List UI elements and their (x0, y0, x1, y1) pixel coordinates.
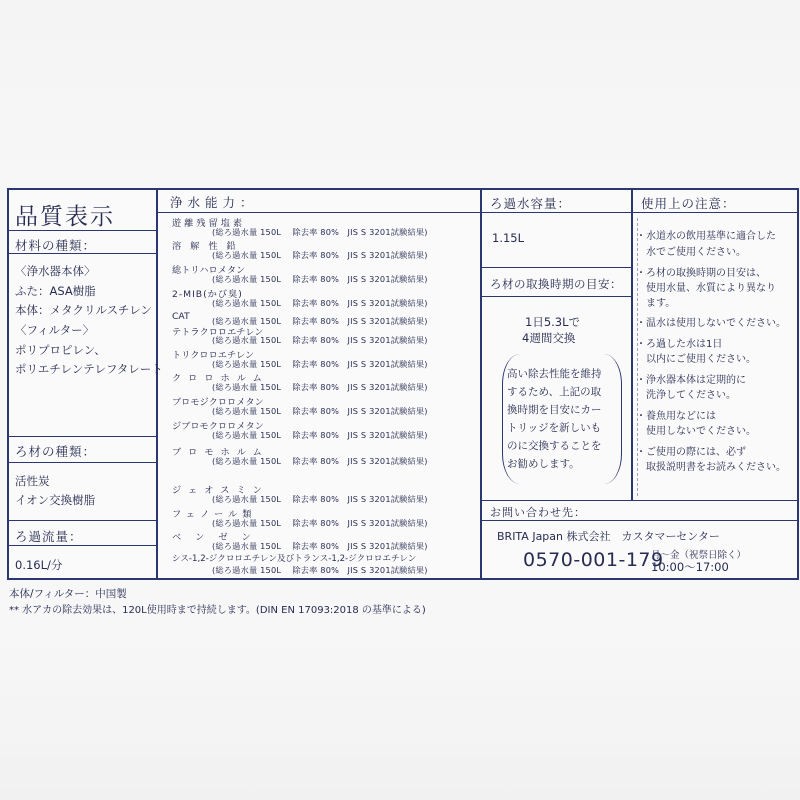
material-line: 〈フィルター〉 (15, 323, 95, 337)
replacement-note-line: お勧めします。 (507, 458, 580, 470)
substance-detail: (総ろ過水量 150L 除去率 80% JIS S 3201試験結果) (212, 335, 428, 345)
material-line: 〈浄水器本体〉 (15, 264, 96, 278)
capacity-header: ろ過水容量： (490, 196, 572, 211)
substance-detail: (総ろ過水量 150L 除去率 80% JIS S 3201試験結果) (212, 494, 428, 504)
origin-text: 本体/フィルター：中国製 (9, 588, 127, 600)
substance-name: ベンゼン (172, 532, 265, 543)
substance-name: ブロモジクロロメタン (172, 397, 264, 408)
caution-line: 使用しないでください。 (636, 426, 756, 437)
replacement-note-line: のに交換することを (507, 440, 602, 452)
contact-rule-1 (482, 500, 799, 501)
substance-detail: (総ろ過水量 150L 除去率 80% JIS S 3201試験結果) (212, 382, 428, 392)
contact-hours: 10:00～17:00 (651, 560, 729, 574)
filter-media-line: イオン交換樹脂 (15, 493, 96, 507)
substance-detail: (総ろ過水量 150L 除去率 80% JIS S 3201試験結果) (212, 250, 428, 260)
caution-line: ・温水は使用しないでください。 (636, 318, 786, 329)
caution-line: ・養魚用などには (636, 411, 716, 422)
substance-detail: (総ろ過水量 150L 除去率 80% JIS S 3201試験結果) (212, 316, 428, 326)
caution-line: 以内にご使用ください。 (636, 354, 756, 365)
replacement-note-line: 換時期を目安にカー (507, 404, 602, 416)
label-title: 品質表示 (15, 204, 115, 230)
substance-name: ジェオスミン (172, 485, 269, 496)
caution-line: 取扱説明書をお読みください。 (636, 462, 786, 473)
performance-header: 浄水能力： (170, 195, 258, 210)
replacement-header: ろ材の取換時期の目安： (490, 277, 622, 291)
substance-name: テトラクロロエチレン (172, 327, 264, 338)
substance-detail: (総ろ過水量 150L 除去率 80% JIS S 3201試験結果) (212, 565, 428, 575)
footnote-text: ** 水アカの除去効果は、120L使用時まで持続します。(DIN EN 17093:2018 の基準による) (9, 605, 426, 616)
capacity-value: 1.15L (492, 231, 525, 245)
replacement-main: 4週間交換 (522, 331, 576, 345)
cap-rule-1 (482, 212, 631, 213)
substance-detail: (総ろ過水量 150L 除去率 80% JIS S 3201試験結果) (212, 274, 428, 284)
caution-line: ます。 (636, 298, 676, 309)
flow-header: ろ過流量： (15, 529, 83, 544)
cap-rule-2 (482, 267, 631, 268)
left-rule-5 (8, 520, 156, 521)
substance-name: フェノール類 (172, 509, 257, 520)
material-line: ポリエチレンテレフタレート (15, 362, 163, 376)
left-rule-4 (8, 462, 156, 463)
caution-line: ・ろ材の取換時期の目安は、 (636, 268, 766, 279)
caution-line: ・浄水器本体は定期的に (636, 375, 746, 386)
substance-detail: (総ろ過水量 150L 除去率 80% JIS S 3201試験結果) (212, 359, 428, 369)
substance-name: CAT (172, 311, 190, 322)
contact-days: 月～金（祝祭日除く） (651, 550, 747, 561)
caution-line: 使用水量、水質により異なり (636, 283, 776, 294)
substance-detail: (総ろ過水量 150L 除去率 80% JIS S 3201試験結果) (212, 406, 428, 416)
substance-detail: (総ろ過水量 150L 除去率 80% JIS S 3201試験結果) (212, 456, 428, 466)
column-divider-1 (156, 188, 158, 580)
caution-line: 水でご使用ください。 (636, 247, 746, 258)
filter-media-header: ろ材の種類： (15, 444, 97, 459)
material-line: ポリプロピレン、 (15, 343, 106, 357)
substance-name: 2-MIB(かび臭) (172, 289, 243, 300)
contact-company: BRITA Japan 株式会社 カスタマーセンター (497, 530, 720, 543)
flow-value: 0.16L/分 (15, 558, 63, 572)
cap-rule-3 (482, 296, 631, 297)
replacement-main: 1日5.3Lで (525, 315, 581, 329)
replacement-note-line: トリッジを新しいも (507, 422, 602, 434)
replacement-note-line: するため、上記の取 (507, 386, 602, 398)
perf-rule (158, 212, 480, 213)
filter-media-line: 活性炭 (15, 474, 50, 488)
substance-detail: (総ろ過水量 150L 除去率 80% JIS S 3201試験結果) (212, 518, 428, 528)
substance-detail: (総ろ過水量 150L 除去率 80% JIS S 3201試験結果) (212, 430, 428, 440)
caution-line: ・ろ過した水は1日 (636, 339, 723, 350)
caution-line: ・水道水の飲用基準に適合した (636, 231, 776, 242)
contact-header: お問い合わせ先： (490, 506, 586, 519)
substance-detail: (総ろ過水量 150L 除去率 80% JIS S 3201試験結果) (212, 298, 428, 308)
substance-name: 溶解性鉛 (172, 241, 245, 252)
material-line: ふた：ASA樹脂 (15, 284, 96, 298)
replacement-note-line: 高い除去性能を維持 (507, 368, 602, 380)
left-rule-3 (8, 436, 156, 437)
substance-detail: (総ろ過水量 150L 除去率 80% JIS S 3201試験結果) (212, 227, 428, 237)
substance-name: 遊離残留塩素 (172, 218, 246, 229)
substance-detail: (総ろ過水量 150L 除去率 80% JIS S 3201試験結果) (212, 541, 428, 551)
materials-header: 材料の種類： (15, 238, 97, 253)
substance-name: クロロホルム (172, 373, 269, 384)
substance-name: ブロモホルム (172, 447, 269, 458)
column-divider-2 (480, 188, 482, 580)
substance-name: ジブロモクロロメタン (172, 421, 264, 432)
left-rule-6 (8, 545, 156, 546)
caution-rule (633, 212, 799, 213)
substance-name: シス-1,2-ジクロロエチレン及びトランス-1,2-ジクロロエチレン (172, 554, 417, 564)
material-line: 本体：メタクリルスチレン (15, 303, 152, 317)
contact-rule-2 (482, 520, 799, 521)
cautions-header: 使用上の注意： (641, 196, 736, 211)
contact-phone: 0570-001-179 (523, 549, 664, 571)
caution-line: 洗浄してください。 (636, 390, 736, 401)
substance-name: トリクロロエチレン (172, 350, 255, 361)
substance-name: 総トリハロメタン (172, 265, 246, 276)
column-divider-3 (631, 188, 633, 500)
caution-line: ・ご使用の際には、必ず (636, 447, 746, 458)
